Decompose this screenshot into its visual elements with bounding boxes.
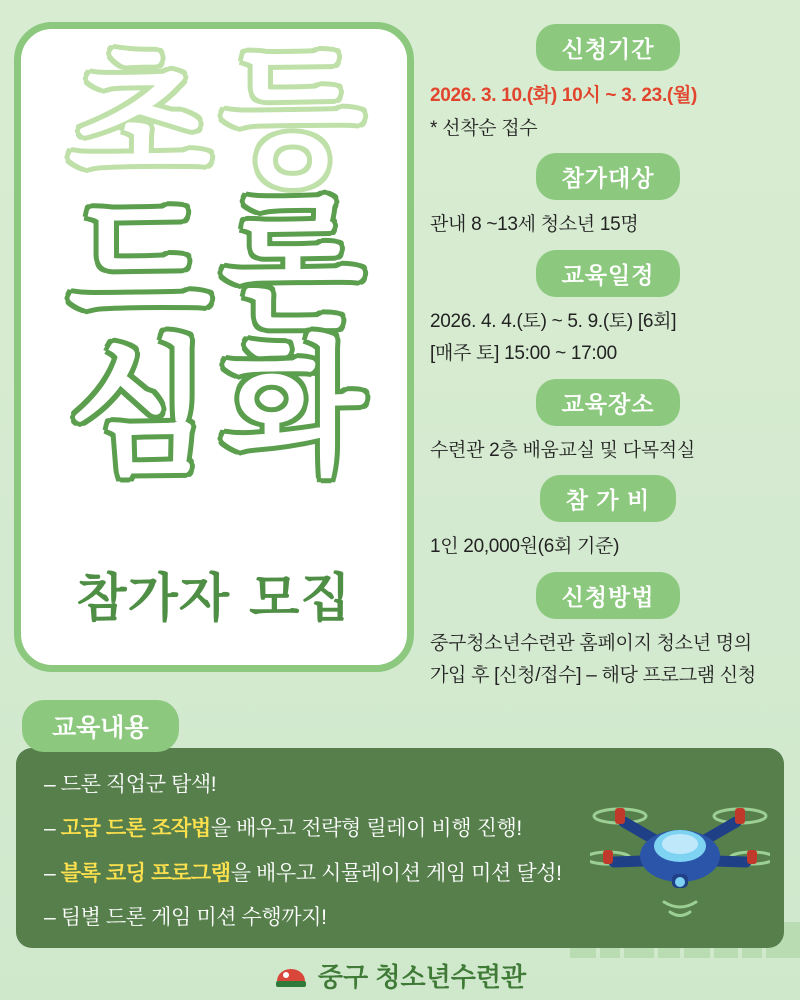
apply-line-2: 가입 후 [신청/접수] – 해당 프로그램 신청 xyxy=(430,665,756,686)
schedule-line-2: [매주 토] 15:00 ~ 17:00 xyxy=(430,343,617,364)
education-item-1-prefix: – 드론 직업군 탐색! xyxy=(44,773,217,796)
title-row-1 xyxy=(21,33,407,205)
education-item-2-prefix: – xyxy=(44,817,61,841)
apply-label-wrap xyxy=(428,572,788,628)
title-row-2 xyxy=(21,178,407,351)
schedule-line-1: 2026. 4. 4.(토) ~ 5. 9.(토) [6회] xyxy=(430,310,677,332)
fee-label: 참 가 비 xyxy=(540,475,676,522)
footer-inner xyxy=(274,957,526,994)
education-item-2-highlight: 고급 드론 조작법 xyxy=(60,817,211,841)
apply-line-1: 중구청소년수련관 홈페이지 청소년 명의 xyxy=(430,632,752,654)
organization-name: 중구 청소년수련관 xyxy=(317,961,527,992)
footer xyxy=(0,957,800,995)
education-item-3-highlight: 블록 코딩 프로그램 xyxy=(60,861,231,885)
title-char-6: 화 xyxy=(221,323,360,496)
period-label: 신청기간 xyxy=(536,24,681,71)
title-char-5: 심 xyxy=(68,323,207,496)
target-label-wrap xyxy=(428,153,788,209)
title-char-3: 드 xyxy=(68,178,207,351)
info-block-period xyxy=(428,24,788,143)
target-value: 관내 8 ~13세 청소년 15명 xyxy=(430,214,639,235)
info-block-target xyxy=(428,153,788,240)
drone-icon xyxy=(590,790,770,930)
info-block-apply xyxy=(428,572,788,691)
schedule-label-wrap xyxy=(428,250,788,306)
education-item-3-suffix: 을 배우고 시뮬레이션 게임 미션 달성! xyxy=(230,861,562,885)
place-label-wrap xyxy=(428,379,788,435)
schedule-label: 교육일정 xyxy=(536,250,681,297)
title-card xyxy=(14,22,414,672)
info-block-fee xyxy=(428,475,788,562)
info-column xyxy=(428,24,788,701)
period-date: 2026. 3. 10.(화) 10시 ~ 3. 23.(월) xyxy=(430,85,698,106)
title-char-1: 초 xyxy=(68,33,207,205)
title-character-grid xyxy=(21,33,407,496)
education-label: 교육내용 xyxy=(22,700,179,752)
place-label: 교육장소 xyxy=(536,379,681,426)
title-row-3 xyxy=(21,323,407,496)
title-char-4: 론 xyxy=(221,178,360,351)
period-note: * 선착순 접수 xyxy=(430,117,538,139)
poster-subtitle: 참가자 모집 xyxy=(76,569,352,629)
apply-label: 신청방법 xyxy=(536,572,681,619)
education-item-2-suffix: 을 배우고 전략형 릴레이 비행 진행! xyxy=(210,817,522,841)
info-block-place xyxy=(428,379,788,466)
info-block-schedule xyxy=(428,250,788,369)
fee-label-wrap xyxy=(428,475,788,531)
target-label: 참가대상 xyxy=(536,153,681,200)
place-value: 수련관 2층 배움교실 및 다목적실 xyxy=(430,439,695,461)
organization-logo-icon xyxy=(274,961,308,989)
period-label-wrap xyxy=(428,24,788,80)
education-item-3-prefix: – xyxy=(44,861,61,885)
title-char-2: 등 xyxy=(221,33,360,205)
education-item-4-prefix: – 팀별 드론 게임 미션 수행까지! xyxy=(44,906,327,930)
fee-value: 1인 20,000원(6회 기준) xyxy=(430,536,620,557)
